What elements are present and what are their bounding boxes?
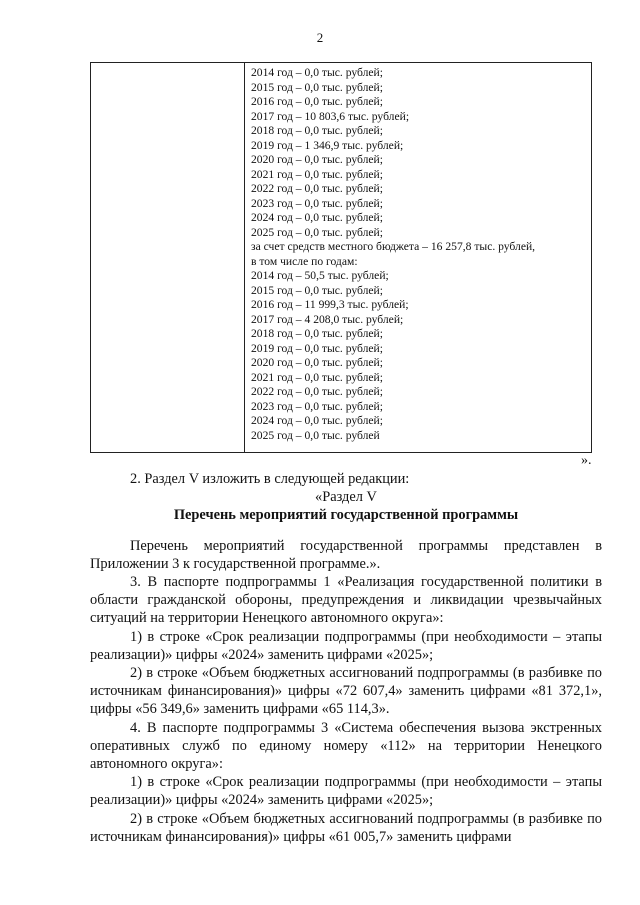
page-number: 2	[316, 30, 324, 45]
section-title: Перечень мероприятий государственной программы	[173, 507, 519, 524]
perechen-paragraph: Перечень мероприятий государственной программы представлен в Приложении 3 к государственной программе.».	[90, 537, 602, 572]
budget-line: 2020 год – 0,0 тыс. рублей;	[251, 153, 383, 166]
budget-line: в том числе по годам:	[251, 254, 358, 268]
budget-line: 2014 год – 50,5 тыс. рублей;	[251, 269, 389, 282]
closing-quote: ».	[581, 453, 592, 468]
budget-line: 2019 год – 0,0 тыс. рублей;	[251, 341, 383, 355]
budget-line: 2021 год – 0,0 тыс. рублей;	[251, 370, 383, 384]
budget-line: 2025 год – 0,0 тыс. рублей	[251, 428, 380, 442]
budget-line: 2025 год – 0,0 тыс. рублей;	[251, 225, 383, 239]
budget-line: 2023 год – 0,0 тыс. рублей;	[251, 399, 383, 413]
budget-line: 2018 год – 0,0 тыс. рублей;	[251, 327, 383, 340]
budget-line: 2019 год – 1 346,9 тыс. рублей;	[251, 138, 404, 152]
budget-line: 2024 год – 0,0 тыс. рублей;	[251, 211, 383, 224]
budget-line: 2021 год – 0,0 тыс. рублей;	[251, 167, 383, 181]
budget-line: 2017 год – 10 803,6 тыс. рублей;	[251, 109, 410, 123]
item-4-2-paragraph: 2) в строке «Объем бюджетных ассигнований подпрограммы (в разбивке по источникам финансирования)» цифры «61 005,7» заменить цифрами	[90, 810, 602, 845]
budget-line: 2023 год – 0,0 тыс. рублей;	[251, 196, 383, 210]
item-3-1-paragraph: 1) в строке «Срок реализации подпрограммы (при необходимости – этапы реализации)» цифры «2024» заменить цифрами «2025»;	[90, 628, 602, 663]
item-4-paragraph: 4. В паспорте подпрограммы 3 «Система обеспечения вызова экстренных оперативных служб по единому номеру «112» на территории Ненецкого автономного округа»:	[90, 719, 602, 773]
document-body	[90, 470, 602, 846]
table-right-cell	[245, 63, 591, 452]
budget-line: 2017 год – 4 208,0 тыс. рублей;	[251, 312, 404, 326]
budget-line: за счет средств местного бюджета – 16 257,8 тыс. рублей,	[251, 240, 536, 253]
budget-line: 2022 год – 0,0 тыс. рублей;	[251, 182, 383, 195]
budget-line: 2024 год – 0,0 тыс. рублей;	[251, 414, 383, 427]
budget-line: 2020 год – 0,0 тыс. рублей;	[251, 356, 383, 369]
budget-line: 2015 год – 0,0 тыс. рублей;	[251, 283, 383, 297]
budget-line: 2014 год – 0,0 тыс. рублей;	[251, 66, 383, 79]
section-heading: «Раздел V	[315, 489, 377, 506]
item-3-2-paragraph: 2) в строке «Объем бюджетных ассигнований подпрограммы (в разбивке по источникам финансирования)» цифры «72 607,4» заменить цифрами «81 372,1», цифры «56 349,6» заменить цифрами «65 114,3».	[90, 665, 602, 718]
budget-line: 2015 год – 0,0 тыс. рублей;	[251, 80, 383, 94]
budget-line: 2022 год – 0,0 тыс. рублей;	[251, 385, 383, 398]
budget-line: 2016 год – 11 999,3 тыс. рублей;	[251, 298, 409, 311]
item-4-1-paragraph: 1) в строке «Срок реализации подпрограммы (при необходимости – этапы реализации)» цифры «2024» заменить цифрами «2025»;	[90, 774, 602, 809]
item-2-paragraph: 2. Раздел V изложить в следующей редакции:	[130, 471, 410, 487]
table-left-cell	[91, 63, 245, 452]
budget-table	[90, 62, 592, 453]
budget-line: 2016 год – 0,0 тыс. рублей;	[251, 95, 383, 108]
item-3-paragraph: 3. В паспорте подпрограммы 1 «Реализация государственной политики в области гражданской обороны, предупреждения и ликвидации чрезвычайных ситуаций на территории Ненецкого автономного округа»:	[90, 574, 602, 627]
budget-line: 2018 год – 0,0 тыс. рублей;	[251, 124, 383, 137]
